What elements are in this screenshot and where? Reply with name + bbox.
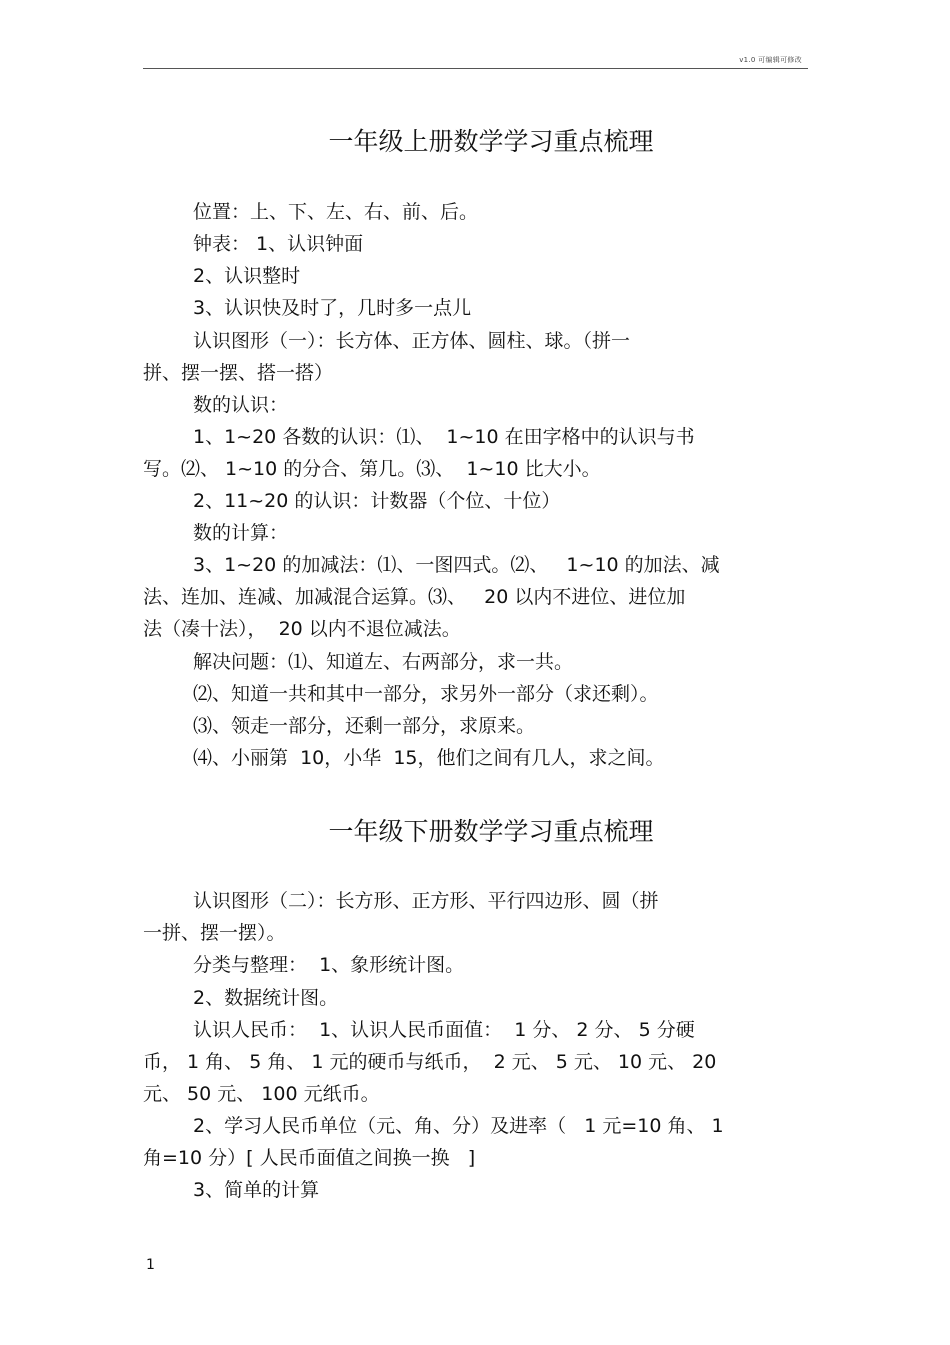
text-line: 3、简单的计算	[193, 1179, 320, 1201]
text-line: 2、数据统计图。	[193, 987, 339, 1009]
text-line: 3、1~20 的加减法：⑴、一图四式。⑵、 1~10 的加法、减	[193, 554, 720, 576]
text-line: 认识图形（二）：长方形、正方形、平行四边形、圆（拼	[193, 890, 659, 912]
text-line: 2、学习人民币单位（元、角、分）及进率（ 1 元=10 角、 1	[193, 1115, 724, 1137]
text-line: 角=10 分）[ 人民币面值之间换一换 ]	[143, 1147, 476, 1169]
text-line: 解决问题：⑴、知道左、右两部分，求一共。	[193, 651, 574, 673]
text-line: 写。⑵、 1~10 的分合、第几。⑶、 1~10 比大小。	[143, 458, 601, 480]
text-line: 法（凑十法）， 20 以内不退位减法。	[143, 618, 461, 640]
text-line: 分类与整理： 1、象形统计图。	[193, 954, 465, 976]
text-line: 2、11~20 的认识：计数器（个位、十位）	[193, 490, 561, 512]
text-line: ⑶、领走一部分，还剩一部分，求原来。	[193, 715, 536, 737]
text-line: 2、认识整时	[193, 265, 301, 287]
text-line: 元、 50 元、 100 元纸币。	[143, 1083, 380, 1105]
section-title-grade1-upper: 一年级上册数学学习重点梳理	[328, 127, 654, 156]
text-line: 一拼、摆一摆）。	[143, 922, 286, 944]
text-line: ⑷、小丽第 10，小华 15，他们之间有几人，求之间。	[193, 747, 665, 769]
text-line: 法、连加、连减、加减混合运算。⑶、 20 以内不进位、进位加	[143, 586, 686, 608]
header-meta: v1.0 可编辑可修改	[739, 56, 802, 64]
section-title-grade1-lower: 一年级下册数学学习重点梳理	[328, 817, 654, 846]
text-line: 认识人民币： 1、认识人民币面值： 1 分、 2 分、 5 分硬	[193, 1019, 695, 1041]
text-line: 数的认识：	[193, 394, 289, 416]
text-line: 1、1~20 各数的认识：⑴、 1~10 在田字格中的认识与书	[193, 426, 695, 448]
page-number: 1	[146, 1257, 155, 1273]
text-line: ⑵、知道一共和其中一部分，求另外一部分（求还剩）。	[193, 683, 659, 705]
text-line: 位置：上、下、左、右、前、后。	[193, 201, 479, 223]
text-line: 3、认识快及时了，几时多一点儿	[193, 297, 472, 319]
text-line: 钟表： 1、认识钟面	[193, 233, 364, 255]
header-rule	[143, 68, 808, 69]
text-line: 数的计算：	[193, 522, 289, 544]
text-line: 认识图形（一）：长方体、正方体、圆柱、球。（拼一	[193, 330, 631, 352]
text-line: 拼、摆一摆、搭一搭）	[143, 362, 334, 384]
text-line: 币， 1 角、 5 角、 1 元的硬币与纸币， 2 元、 5 元、 10 元、 20	[143, 1051, 717, 1073]
